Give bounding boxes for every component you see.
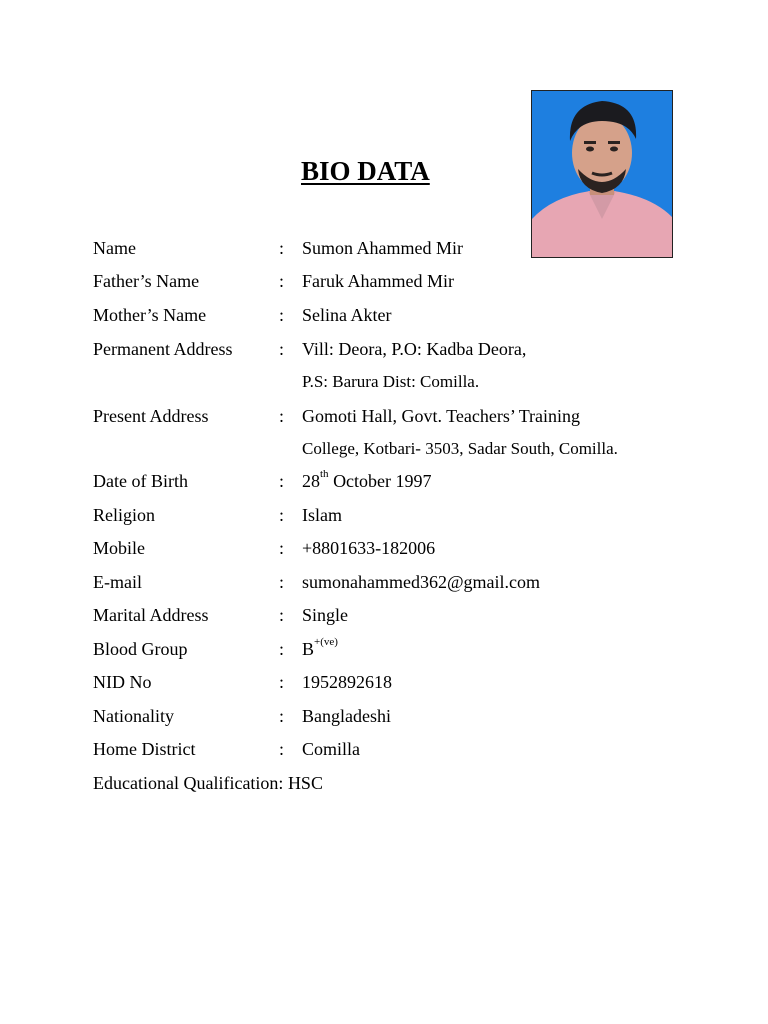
field-separator: : — [279, 572, 285, 592]
field-value: Selina Akter — [302, 305, 392, 325]
field-separator: : — [279, 605, 285, 625]
field-label: Blood Group — [93, 639, 188, 659]
field-label: Mother’s Name — [93, 305, 207, 325]
field-mobile — [0, 536, 768, 560]
field-separator: : — [279, 505, 285, 525]
field-value: College, Kotbari- 3503, Sadar South, Comilla. — [302, 439, 618, 458]
field-label: Name — [93, 238, 136, 258]
field-value: P.S: Barura Dist: Comilla. — [302, 372, 480, 391]
field-value — [302, 637, 338, 661]
field-separator: : — [279, 639, 285, 659]
field-label: E-mail — [93, 572, 142, 592]
dob-month-year: October 1997 — [328, 471, 432, 491]
field-nationality — [0, 704, 768, 728]
field-value: HSC — [287, 773, 323, 793]
field-separator: : — [279, 739, 285, 759]
blood-group-rh: +(ve) — [314, 636, 338, 648]
field-label: Permanent Address — [93, 339, 233, 359]
field-date-of-birth — [0, 469, 768, 493]
field-label: Home District — [93, 739, 196, 759]
field-value: Comilla — [302, 739, 360, 759]
dob-day-suffix: th — [320, 468, 329, 480]
field-education — [93, 771, 323, 795]
field-label: NID No — [93, 672, 152, 692]
page-title: BIO DATA — [301, 156, 430, 186]
field-separator: : — [279, 471, 285, 491]
field-value: Sumon Ahammed Mir — [302, 238, 463, 258]
field-label: Date of Birth — [93, 471, 188, 491]
field-mother-name — [0, 303, 768, 327]
field-separator: : — [279, 406, 285, 426]
field-value — [302, 469, 432, 493]
field-permanent-address-line2 — [0, 370, 768, 394]
field-separator: : — [279, 271, 285, 291]
field-label: Religion — [93, 505, 155, 525]
field-value: Vill: Deora, P.O: Kadba Deora, — [302, 339, 527, 359]
profile-photo — [531, 90, 673, 258]
field-father-name — [0, 269, 768, 293]
field-label: Father’s Name — [93, 271, 200, 291]
field-separator: : — [279, 305, 285, 325]
field-name — [0, 236, 768, 260]
field-blood-group — [0, 637, 768, 661]
field-nid — [0, 670, 768, 694]
field-separator: : — [279, 339, 285, 359]
person-photo-image — [532, 91, 672, 257]
blood-group-letter: B — [302, 639, 315, 659]
field-value: Bangladeshi — [302, 706, 391, 726]
field-separator: : — [279, 538, 285, 558]
field-value: sumonahammed362@gmail.com — [302, 572, 541, 592]
field-label: Present Address — [93, 406, 209, 426]
field-separator: : — [279, 672, 285, 692]
field-label: Nationality — [93, 706, 174, 726]
field-marital-address — [0, 603, 768, 627]
dob-day: 28 — [302, 471, 320, 491]
field-value: Islam — [302, 505, 342, 525]
field-value: Gomoti Hall, Govt. Teachers’ Training — [302, 406, 581, 426]
field-label: Mobile — [93, 538, 145, 558]
field-separator: : — [279, 706, 285, 726]
field-value: Faruk Ahammed Mir — [302, 271, 454, 291]
field-home-district — [0, 737, 768, 761]
field-separator: : — [279, 238, 285, 258]
field-label: Educational Qualification: — [93, 773, 284, 793]
field-value: Single — [302, 605, 349, 625]
field-email — [0, 570, 768, 594]
field-permanent-address — [0, 337, 768, 361]
field-value: +8801633-182006 — [302, 538, 436, 558]
field-religion — [0, 503, 768, 527]
field-present-address-line2 — [0, 437, 768, 461]
field-label: Marital Address — [93, 605, 209, 625]
field-value: 1952892618 — [302, 672, 392, 692]
field-present-address — [0, 404, 768, 428]
